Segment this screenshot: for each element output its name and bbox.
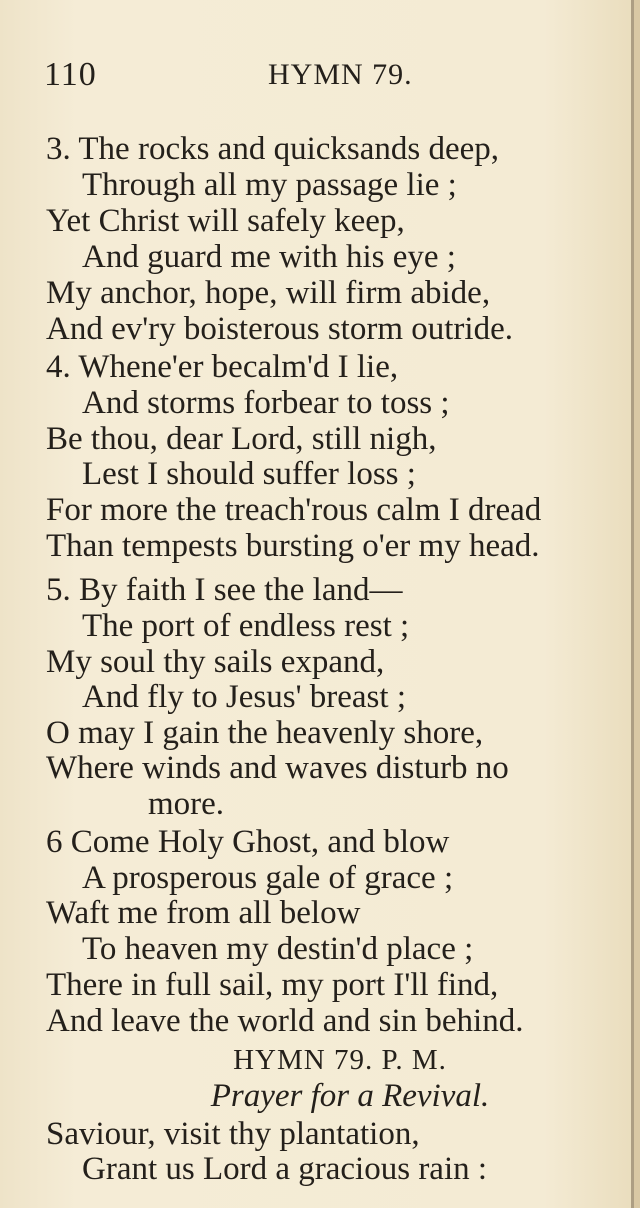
next-hymn-line-2: Grant us Lord a gracious rain : xyxy=(82,1151,488,1187)
verse-4-line-6: Than tempests bursting o'er my head. xyxy=(46,528,540,564)
next-hymn-subtitle: Prayer for a Revival. xyxy=(210,1078,490,1114)
page-edge-shadow xyxy=(634,0,640,1208)
verse-3-line-1: 3. The rocks and quicksands deep, xyxy=(46,131,500,167)
verse-5-line-7: more. xyxy=(148,786,225,822)
page-edge-line xyxy=(631,0,634,1208)
verse-6-line-5: There in full sail, my port I'll find, xyxy=(46,967,499,1003)
verse-4-line-2: And storms forbear to toss ; xyxy=(82,385,450,421)
verse-4-line-4: Lest I should suffer loss ; xyxy=(82,456,416,492)
verse-3-line-4: And guard me with his eye ; xyxy=(82,239,456,275)
running-title: HYMN 79. xyxy=(268,58,413,91)
verse-5-line-1: 5. By faith I see the land— xyxy=(46,572,403,608)
verse-4-line-3: Be thou, dear Lord, still nigh, xyxy=(46,421,437,457)
verse-6-line-1: 6 Come Holy Ghost, and blow xyxy=(46,824,450,860)
verse-3-line-5: My anchor, hope, will firm abide, xyxy=(46,275,491,311)
verse-3-line-2: Through all my passage lie ; xyxy=(82,167,457,203)
verse-5-line-3: My soul thy sails expand, xyxy=(46,644,385,680)
verse-5-line-2: The port of endless rest ; xyxy=(82,608,410,644)
next-hymn-line-1: Saviour, visit thy plantation, xyxy=(46,1116,420,1152)
next-hymn-heading: HYMN 79. P. M. xyxy=(233,1044,447,1076)
verse-6-line-2: A prosperous gale of grace ; xyxy=(82,860,454,896)
verse-4-line-1: 4. Whene'er becalm'd I lie, xyxy=(46,349,399,385)
verse-3-line-3: Yet Christ will safely keep, xyxy=(46,203,405,239)
verse-5-line-4: And fly to Jesus' breast ; xyxy=(82,679,406,715)
verse-5-line-5: O may I gain the heavenly shore, xyxy=(46,715,484,751)
verse-4-line-5: For more the treach'rous calm I dread xyxy=(46,492,542,528)
verse-3-line-6: And ev'ry boisterous storm outride. xyxy=(46,311,513,347)
verse-6-line-3: Waft me from all below xyxy=(46,895,361,931)
verse-5-line-6: Where winds and waves disturb no xyxy=(46,750,509,786)
verse-6-line-4: To heaven my destin'd place ; xyxy=(82,931,474,967)
verse-6-line-6: And leave the world and sin behind. xyxy=(46,1003,524,1039)
page-number: 110 xyxy=(44,56,97,93)
